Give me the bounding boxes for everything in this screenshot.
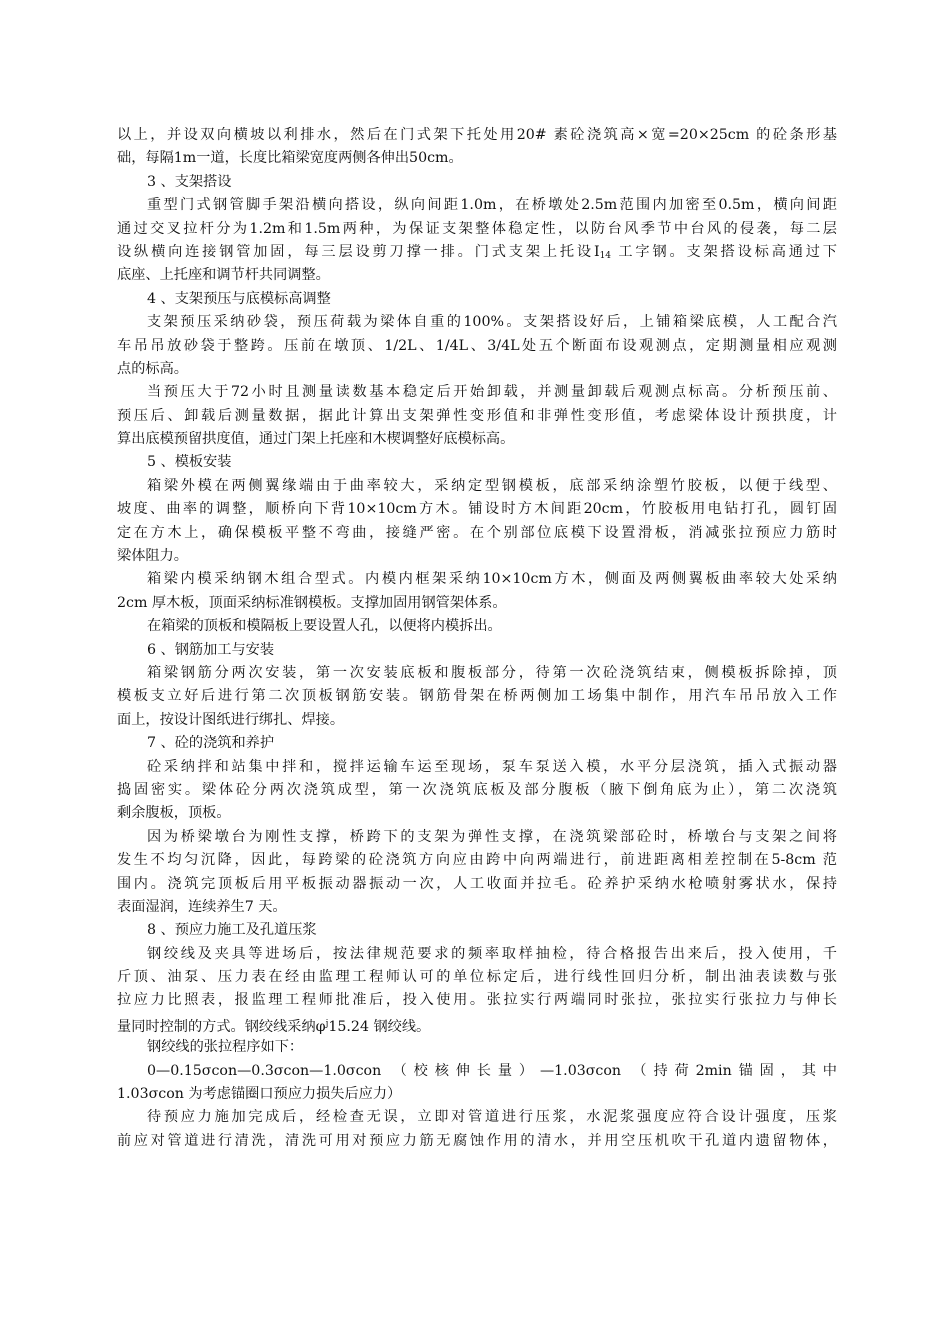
- text-line: [117, 522, 837, 545]
- text-line: [117, 685, 837, 708]
- section-heading: [117, 288, 837, 311]
- text-line: [117, 1060, 837, 1083]
- line-text: 梁体阻力。: [117, 548, 188, 565]
- text-line: [117, 896, 837, 919]
- line-text: 础，每隔1m一道，长度比箱梁宽度两侧各伸出50cm。: [117, 150, 463, 167]
- text-line: [117, 1083, 837, 1106]
- line-text: 坡度、曲率的调整，顺桥向下背10×10cm方木。铺设时方木间距20cm，竹胶板用电钻打孔，圆钉固: [117, 501, 837, 518]
- line-text: 定在方木上，确保模板平整不弯曲，接缝严密。在个别部位底模下设置滑板，消减张拉预应力筋时: [117, 524, 837, 541]
- text-line: [117, 592, 837, 615]
- line-text: 以上，并设双向横坡以利排水，然后在门式架下托处用20# 素砼浇筑高×宽=20×25cm 的砼条形基: [117, 127, 837, 143]
- line-text: 箱梁内模采纳钢木组合型式。内模内框架采纳10×10cm方木，侧面及两侧翼板曲率较大处采纳: [147, 571, 837, 588]
- text-line: [117, 218, 837, 241]
- line-text: 量同时控制的方式。钢绞线采纳φ: [117, 1018, 326, 1035]
- text-line: [117, 405, 837, 428]
- section-heading: [117, 732, 837, 755]
- line-text: 拉应力比照表，报监理工程师批准后，投入使用。张拉实行两端同时张拉，张拉实行张拉力与伸长: [117, 992, 837, 1009]
- text-line: [117, 873, 837, 896]
- line-text: 5 、模板安装: [147, 454, 232, 471]
- text-line: [117, 1106, 837, 1129]
- line-text: 1.03σcon 为考虑锚圈口预应力损失后应力）: [117, 1086, 402, 1103]
- line-text: 剩余腹板，顶板。: [117, 805, 231, 822]
- line-text: 捣固密实。梁体砼分两次浇筑成型，第一次浇筑底板及部分腹板（腋下倒角底为止），第二次浇筑: [117, 781, 837, 798]
- line-text: 通过交叉拉杆分为1.2m和1.5m两种，为保证支架整体稳定性，以防台风季节中台风的侵袭，每二层: [117, 220, 837, 237]
- line-text: 算出底模预留拱度值，通过门架上托座和木楔调整好底模标高。: [117, 431, 515, 448]
- line-text: 底座、上托座和调节杆共同调整。: [117, 267, 330, 284]
- line-text: 箱梁外模在两侧翼缘端由于曲率较大，采纳定型钢模板，底部采纳涂塑竹胶板，以便于线型、: [147, 477, 837, 494]
- text-line: [117, 475, 837, 498]
- section-heading: [117, 451, 837, 474]
- text-line: [117, 545, 837, 568]
- text-line: [117, 802, 837, 825]
- line-text: 车吊吊放砂袋于整跨。压前在墩顶、1/2L、1/4L、3/4L处五个断面布设观测点，定期测量相应观测: [117, 337, 837, 354]
- line-text: 前应对管道进行清洗，清洗可用对预应力筋无腐蚀作用的清水，并用空压机吹干孔道内遗留物体，: [117, 1132, 837, 1149]
- line-text: 发生不均匀沉降，因此，每跨梁的砼浇筑方向应由跨中向两端进行，前进距离相差控制在5-8cm 范: [117, 852, 837, 869]
- line-text: 在箱梁的顶板和模隔板上要设置人孔，以便将内模拆出。: [147, 618, 502, 635]
- text-line: [117, 615, 837, 638]
- line-text-tail: 15.24 钢绞线。: [328, 1018, 431, 1035]
- text-line: [117, 358, 837, 381]
- line-text: 3 、支架搭设: [147, 173, 232, 190]
- text-line: [117, 124, 837, 147]
- text-line: [117, 1013, 837, 1036]
- text-line: [117, 428, 837, 451]
- line-text: 点的标高。: [117, 360, 188, 377]
- document-page: [117, 124, 837, 1153]
- text-line: [117, 241, 837, 264]
- text-line: [117, 966, 837, 989]
- text-line: [117, 826, 837, 849]
- line-text: 斤顶、油泵、压力表在经由监理工程师认可的单位标定后，进行线性回归分析，制出油表读数与张: [117, 969, 837, 986]
- text-line: [117, 1130, 837, 1153]
- text-line: [117, 147, 837, 170]
- text-line: [117, 989, 837, 1012]
- line-text: 因为桥梁墩台为刚性支撑，桥跨下的支架为弹性支撑，在浇筑梁部砼时，桥墩台与支架之间将: [147, 828, 837, 845]
- text-line: [117, 709, 837, 732]
- text-line: [117, 779, 837, 802]
- line-text: 砼采纳拌和站集中拌和，搅拌运输车运至现场，泵车泵送入模，水平分层浇筑，插入式振动器: [147, 758, 837, 775]
- superscript: j: [325, 1018, 329, 1029]
- line-text: 当预压大于72小时且测量读数基本稳定后开始卸载，并测量卸载后观测点标高。分析预压前、: [147, 384, 837, 401]
- line-text: 钢绞线的张拉程序如下：: [147, 1039, 304, 1056]
- line-text: 面上，按设计图纸进行绑扎、焊接。: [117, 711, 345, 728]
- section-heading: [117, 919, 837, 942]
- line-text: 表面湿润，连续养生7 天。: [117, 898, 287, 915]
- text-line: [117, 849, 837, 872]
- line-text: 箱梁钢筋分两次安装，第一次安装底板和腹板部分，待第一次砼浇筑结束，侧模板拆除掉，顶: [147, 664, 837, 681]
- line-text: 8 、预应力施工及孔道压浆: [147, 922, 317, 939]
- line-text: 模板支立好后进行第二次顶板钢筋安装。钢筋骨架在桥两侧加工场集中制作，用汽车吊吊放入工作: [117, 688, 837, 705]
- line-text: 重型门式钢管脚手架沿横向搭设，纵向间距1.0m，在桥墩处2.5m范围内加密至0.5m，横向间距: [147, 197, 837, 214]
- text-line: [117, 756, 837, 779]
- line-text: 4 、支架预压与底模标高调整: [147, 290, 331, 307]
- text-line: [117, 662, 837, 685]
- line-text: 6 、钢筋加工与安装: [147, 641, 275, 658]
- line-text: 钢绞线及夹具等进场后，按法律规范要求的频率取样抽检，待合格报告出来后，投入使用，千: [147, 945, 837, 962]
- text-line: [117, 264, 837, 287]
- line-text-tail: 工字钢。支架搭设标高通过下: [611, 243, 837, 260]
- steel-symbol: I: [593, 243, 600, 260]
- text-line: [117, 568, 837, 591]
- text-line: [117, 943, 837, 966]
- line-text: 2cm 厚木板，顶面采纳标准钢模板。支撑加固用钢管架体系。: [117, 594, 507, 611]
- text-line: [117, 381, 837, 404]
- text-line: [117, 498, 837, 521]
- section-heading: [117, 171, 837, 194]
- text-line: [117, 335, 837, 358]
- text-line: [117, 194, 837, 217]
- line-text: 7 、砼的浇筑和养护: [147, 735, 275, 752]
- line-text: 围内。浇筑完顶板后用平板振动器振动一次，人工收面并拉毛。砼养护采纳水枪喷射雾状水，保持: [117, 875, 837, 892]
- line-text: 待预应力施加完成后，经检查无误，立即对管道进行压浆，水泥浆强度应符合设计强度，压浆: [147, 1109, 837, 1126]
- text-line: [117, 311, 837, 334]
- steel-subscript: 14: [599, 250, 612, 261]
- line-text: 支架预压采纳砂袋，预压荷载为梁体自重的100%。支架搭设好后，上铺箱梁底模，人工配合汽: [147, 314, 837, 331]
- line-text: 0—0.15σcon—0.3σcon—1.0σcon （校核伸长量）—1.03σcon （持荷2min锚固，其中: [147, 1062, 837, 1079]
- section-heading: [117, 639, 837, 662]
- line-text: 预压后、卸载后测量数据，据此计算出支架弹性变形值和非弹性变形值，考虑梁体设计预拱度，计: [117, 407, 837, 424]
- text-line: [117, 1036, 837, 1059]
- line-text: 设纵横向连接钢管加固，每三层设剪刀撑一排。门式支架上托设: [117, 243, 594, 260]
